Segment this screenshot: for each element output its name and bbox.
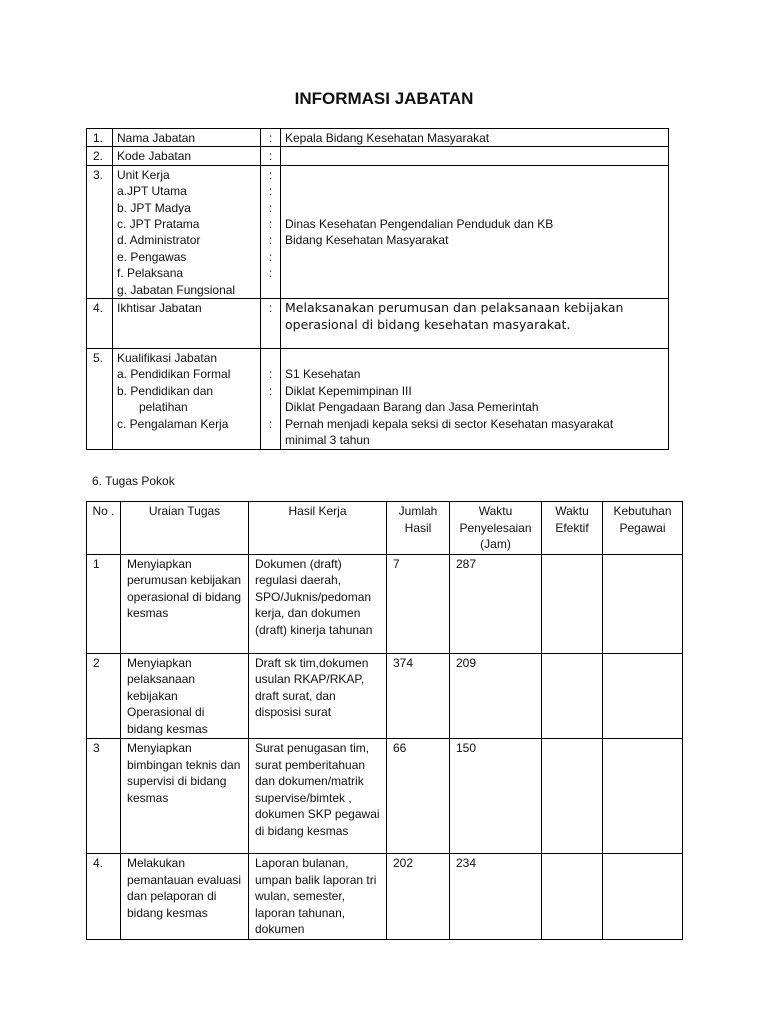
task-efektif [542,653,603,739]
task-kebutuhan [603,653,683,739]
colon-line: : [268,416,273,431]
info-row-label [113,165,261,298]
table-header-row [87,502,683,555]
table-row [87,653,683,739]
header-waktu-efektif: Waktu Efektif [542,502,603,555]
value-line: minimal 3 tahun [285,433,370,448]
colon-line: : [268,184,273,199]
label-line: Unit Kerja [117,167,170,182]
info-table [86,128,669,450]
table-row [87,854,683,940]
task-no: 1 [87,554,121,653]
task-efektif [542,854,603,940]
task-waktu: 150 [450,739,542,854]
task-hasil: Laporan bulanan, umpan balik laporan tri wulan, semester, laporan tahunan, dokumen [249,854,387,940]
table-row [87,554,683,653]
label-line: e. Pengawas [117,249,187,264]
value-line: Pernah menjadi kepala seksi di sector Kesehatan masyarakat [285,416,614,431]
value-line: S1 Kesehatan [285,367,361,382]
info-row-number: 2. [87,147,113,165]
task-uraian: Menyiapkan bimbingan teknis dan supervisi di bidang kesmas [121,739,249,854]
info-row-label [113,349,261,449]
value-line [285,350,664,366]
colon-line: : [268,249,273,264]
task-kebutuhan [603,739,683,854]
header-no: No . [87,502,121,555]
info-row-value [281,349,669,449]
info-row-unit-kerja [87,165,669,298]
task-kebutuhan [603,554,683,653]
label-line: c. JPT Pratama [117,217,200,232]
info-row-label: Kode Jabatan [113,147,261,165]
info-row-kualifikasi-jabatan [87,349,669,449]
colon-line: : [268,217,273,232]
page-title: INFORMASI JABATAN [294,89,474,108]
label-line: g. Jabatan Fungsional [117,282,236,297]
task-hasil: Surat penugasan tim, surat pemberitahuan dan dokumen/matrik supervise/bimtek , dokumen SKP pegawai di bidang kesmas [249,739,387,854]
label-line: Kualifikasi Jabatan [117,351,218,366]
info-row-colon: : [261,299,281,349]
info-row-value [281,147,669,165]
label-line: f. Pelaksana [117,266,184,281]
value-line [285,200,664,216]
colon-line: : [268,167,273,182]
info-row-number: 1. [87,129,113,147]
label-line: d. Administrator [117,233,201,248]
task-jumlah: 374 [387,653,450,739]
info-row-colon [261,165,281,298]
header-hasil-kerja: Hasil Kerja [249,502,387,555]
info-row-value [281,165,669,298]
tugas-pokok-table [86,501,683,940]
task-efektif [542,739,603,854]
info-row-value [281,299,669,349]
label-line: b. JPT Madya [117,200,191,215]
value-line: Melaksanakan perumusan dan pelaksanaan kebijakan [285,300,624,316]
task-no: 2 [87,653,121,739]
header-waktu-penyelesaian: Waktu Penyelesaian (Jam) [450,502,542,555]
table-row [87,739,683,854]
label-line: b. Pendidikan dan [117,383,214,398]
header-jumlah-hasil: Jumlah Hasil [387,502,450,555]
colon-line: : [268,367,273,382]
value-line: Diklat Pengadaan Barang dan Jasa Pemerintah [285,400,539,415]
info-row-ikhtisar-jabatan [87,299,669,349]
value-line: Bidang Kesehatan Masyarakat [285,233,449,248]
task-no: 4. [87,854,121,940]
value-line: operasional di bidang kesehatan masyarakat. [285,316,571,332]
section-6-title: 6. Tugas Pokok [92,474,175,488]
info-row-label: Nama Jabatan [113,129,261,147]
colon-line: : [268,383,273,398]
task-waktu: 234 [450,854,542,940]
info-row-number: 4. [87,299,113,349]
label-line: pelatihan [139,400,188,415]
value-line [285,183,664,199]
label-line: a.JPT Utama [117,184,187,199]
info-row-colon [261,349,281,449]
info-row-number: 3. [87,165,113,298]
task-uraian: Menyiapkan pelaksanaan kebijakan Operasional di bidang kesmas [121,653,249,739]
value-line: Dinas Kesehatan Pengendalian Penduduk dan KB [285,217,554,232]
task-waktu: 287 [450,554,542,653]
task-uraian: Menyiapkan perumusan kebijakan operasional di bidang kesmas [121,554,249,653]
task-efektif [542,554,603,653]
value-line: Diklat Kepemimpinan III [285,383,412,398]
info-row-number: 5. [87,349,113,449]
task-jumlah: 7 [387,554,450,653]
task-hasil: Draft sk tim,dokumen usulan RKAP/RKAP, draft surat, dan disposisi surat [249,653,387,739]
task-uraian: Melakukan pemantauan evaluasi dan pelaporan di bidang kesmas [121,854,249,940]
task-jumlah: 66 [387,739,450,854]
info-row-colon: : [261,147,281,165]
info-row-label: Ikhtisar Jabatan [113,299,261,349]
info-row-nama-jabatan [87,129,669,147]
colon-line: : [268,200,273,215]
task-hasil: Dokumen (draft) regulasi daerah, SPO/Juknis/pedoman kerja, dan dokumen (draft) kinerja tahunan [249,554,387,653]
header-uraian-tugas: Uraian Tugas [121,502,249,555]
label-line: a. Pendidikan Formal [117,367,231,382]
task-jumlah: 202 [387,854,450,940]
info-row-colon: : [261,129,281,147]
value-line [285,167,664,183]
info-row-kode-jabatan [87,147,669,165]
colon-line: : [268,233,273,248]
info-row-value: Kepala Bidang Kesehatan Masyarakat [281,129,669,147]
label-line: c. Pengalaman Kerja [117,416,229,431]
task-waktu: 209 [450,653,542,739]
colon-line: : [268,266,273,281]
colon-line [261,399,280,415]
header-kebutuhan-pegawai: Kebutuhan Pegawai [603,502,683,555]
colon-line [261,350,280,366]
task-kebutuhan [603,854,683,940]
task-no: 3 [87,739,121,854]
